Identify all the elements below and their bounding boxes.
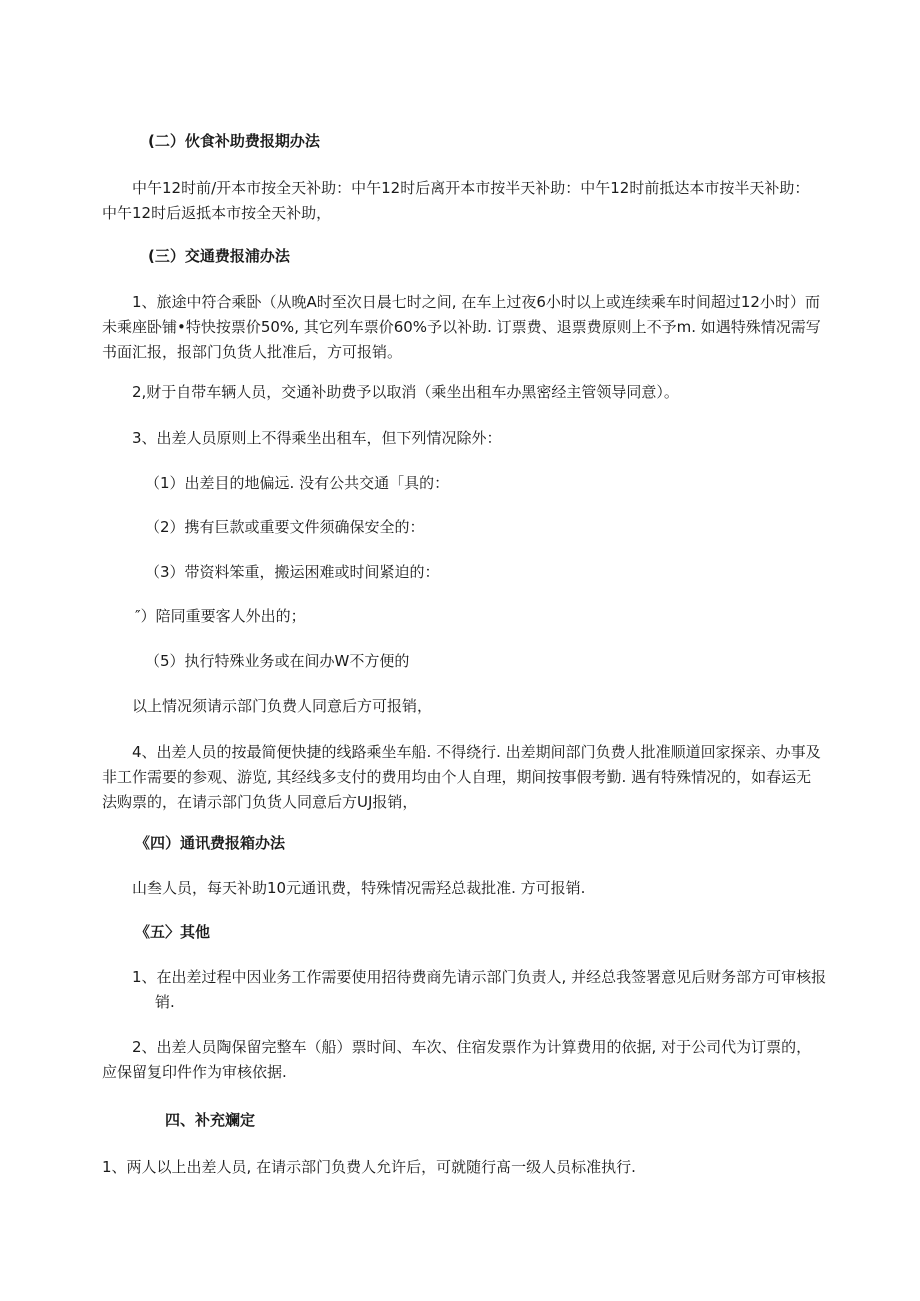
list-item-case-2: （2）携有巨款或重要文件须确保安全的：	[145, 518, 425, 536]
paragraph-supplement-1: 1、两人以上出差人员, 在请示部门负费人允许后，可就随行髙一级人员标准执行.	[102, 1158, 636, 1176]
paragraph-transport-3: 3、出差人员原则上不得乘坐出租车，但下列情况除外：	[132, 429, 502, 447]
paragraph-meal: 中午12时前/开本市按全天补助：中午12时后离开本市按半天补助：中午12时前抵达本市按半天补助：中午12时后返抵本市按全天补助，	[102, 179, 810, 222]
section-heading-other: 《五〉其他	[135, 923, 211, 941]
list-item-case-1: （1）出差目的地偏远. 没有公共交通「具的：	[145, 474, 450, 492]
section-heading-transport: (三）交通费报浦办法	[148, 247, 290, 265]
section-heading-communication: 《四）通讯费报箱办法	[135, 834, 286, 852]
list-item-case-3: （3）带资料笨重，搬运困难或时间紧迫的：	[145, 563, 440, 581]
section-heading-supplement: 四、补充斓定	[165, 1111, 256, 1129]
section-heading-meal: (二）伙食补助费报期办法	[148, 132, 320, 150]
list-item-case-5: （5）执行特殊业务或在间办W不方便的	[145, 652, 410, 670]
list-item-case-4: ″）陪同重要客人外出的；	[135, 607, 306, 625]
paragraph-transport-4: 4、出差人员的按最简便快捷的线路乘坐车船. 不得绕行. 出差期间部门负费人批准顺道回家探亲、办事及非工作需要的参观、游览, 其经线多支付的费用均由个人自理，期间按事假考勤. 遇有特殊情况的，如春运无法购票的，在请示部门负货人同意后方UJ报销，	[102, 743, 821, 811]
paragraph-other-2: 2、出差人员陶保留完整车（船）票时间、车次、住宿发票作为计算费用的依据, 对于公司代为订票的，应保留复印件作为审核依据.	[102, 1038, 812, 1081]
paragraph-communication: 山叁人员，每天补助10元通讯费，特殊情况需羟总裁批准. 方可报销.	[132, 879, 586, 897]
paragraph-approval: 以上情况须请示部门负费人同意后方可报销，	[132, 697, 433, 715]
paragraph-transport-1: 1、旅途中符合乘卧（从晚A时至次日晨七时之间, 在车上过夜6小时以上或连续乘车时间超过12小时）而未乘座卧铺•特快按票价50%, 其它列车票价60%予以补助. 订票费、退票费原则上不予m. 如遇特殊情况需写书面汇报，报部门负货人批准后，方可报销。	[102, 293, 821, 361]
paragraph-other-1: 1、在出差过程中因业务工作需要使用招待费商先请示部门负责人, 并经总我签署意见后财务部方可审核报销.	[132, 968, 827, 1011]
paragraph-transport-2: 2,财于自带车辆人员，交通补助费予以取消（乘坐出租车办黑密经主管领导同意）。	[132, 383, 679, 401]
